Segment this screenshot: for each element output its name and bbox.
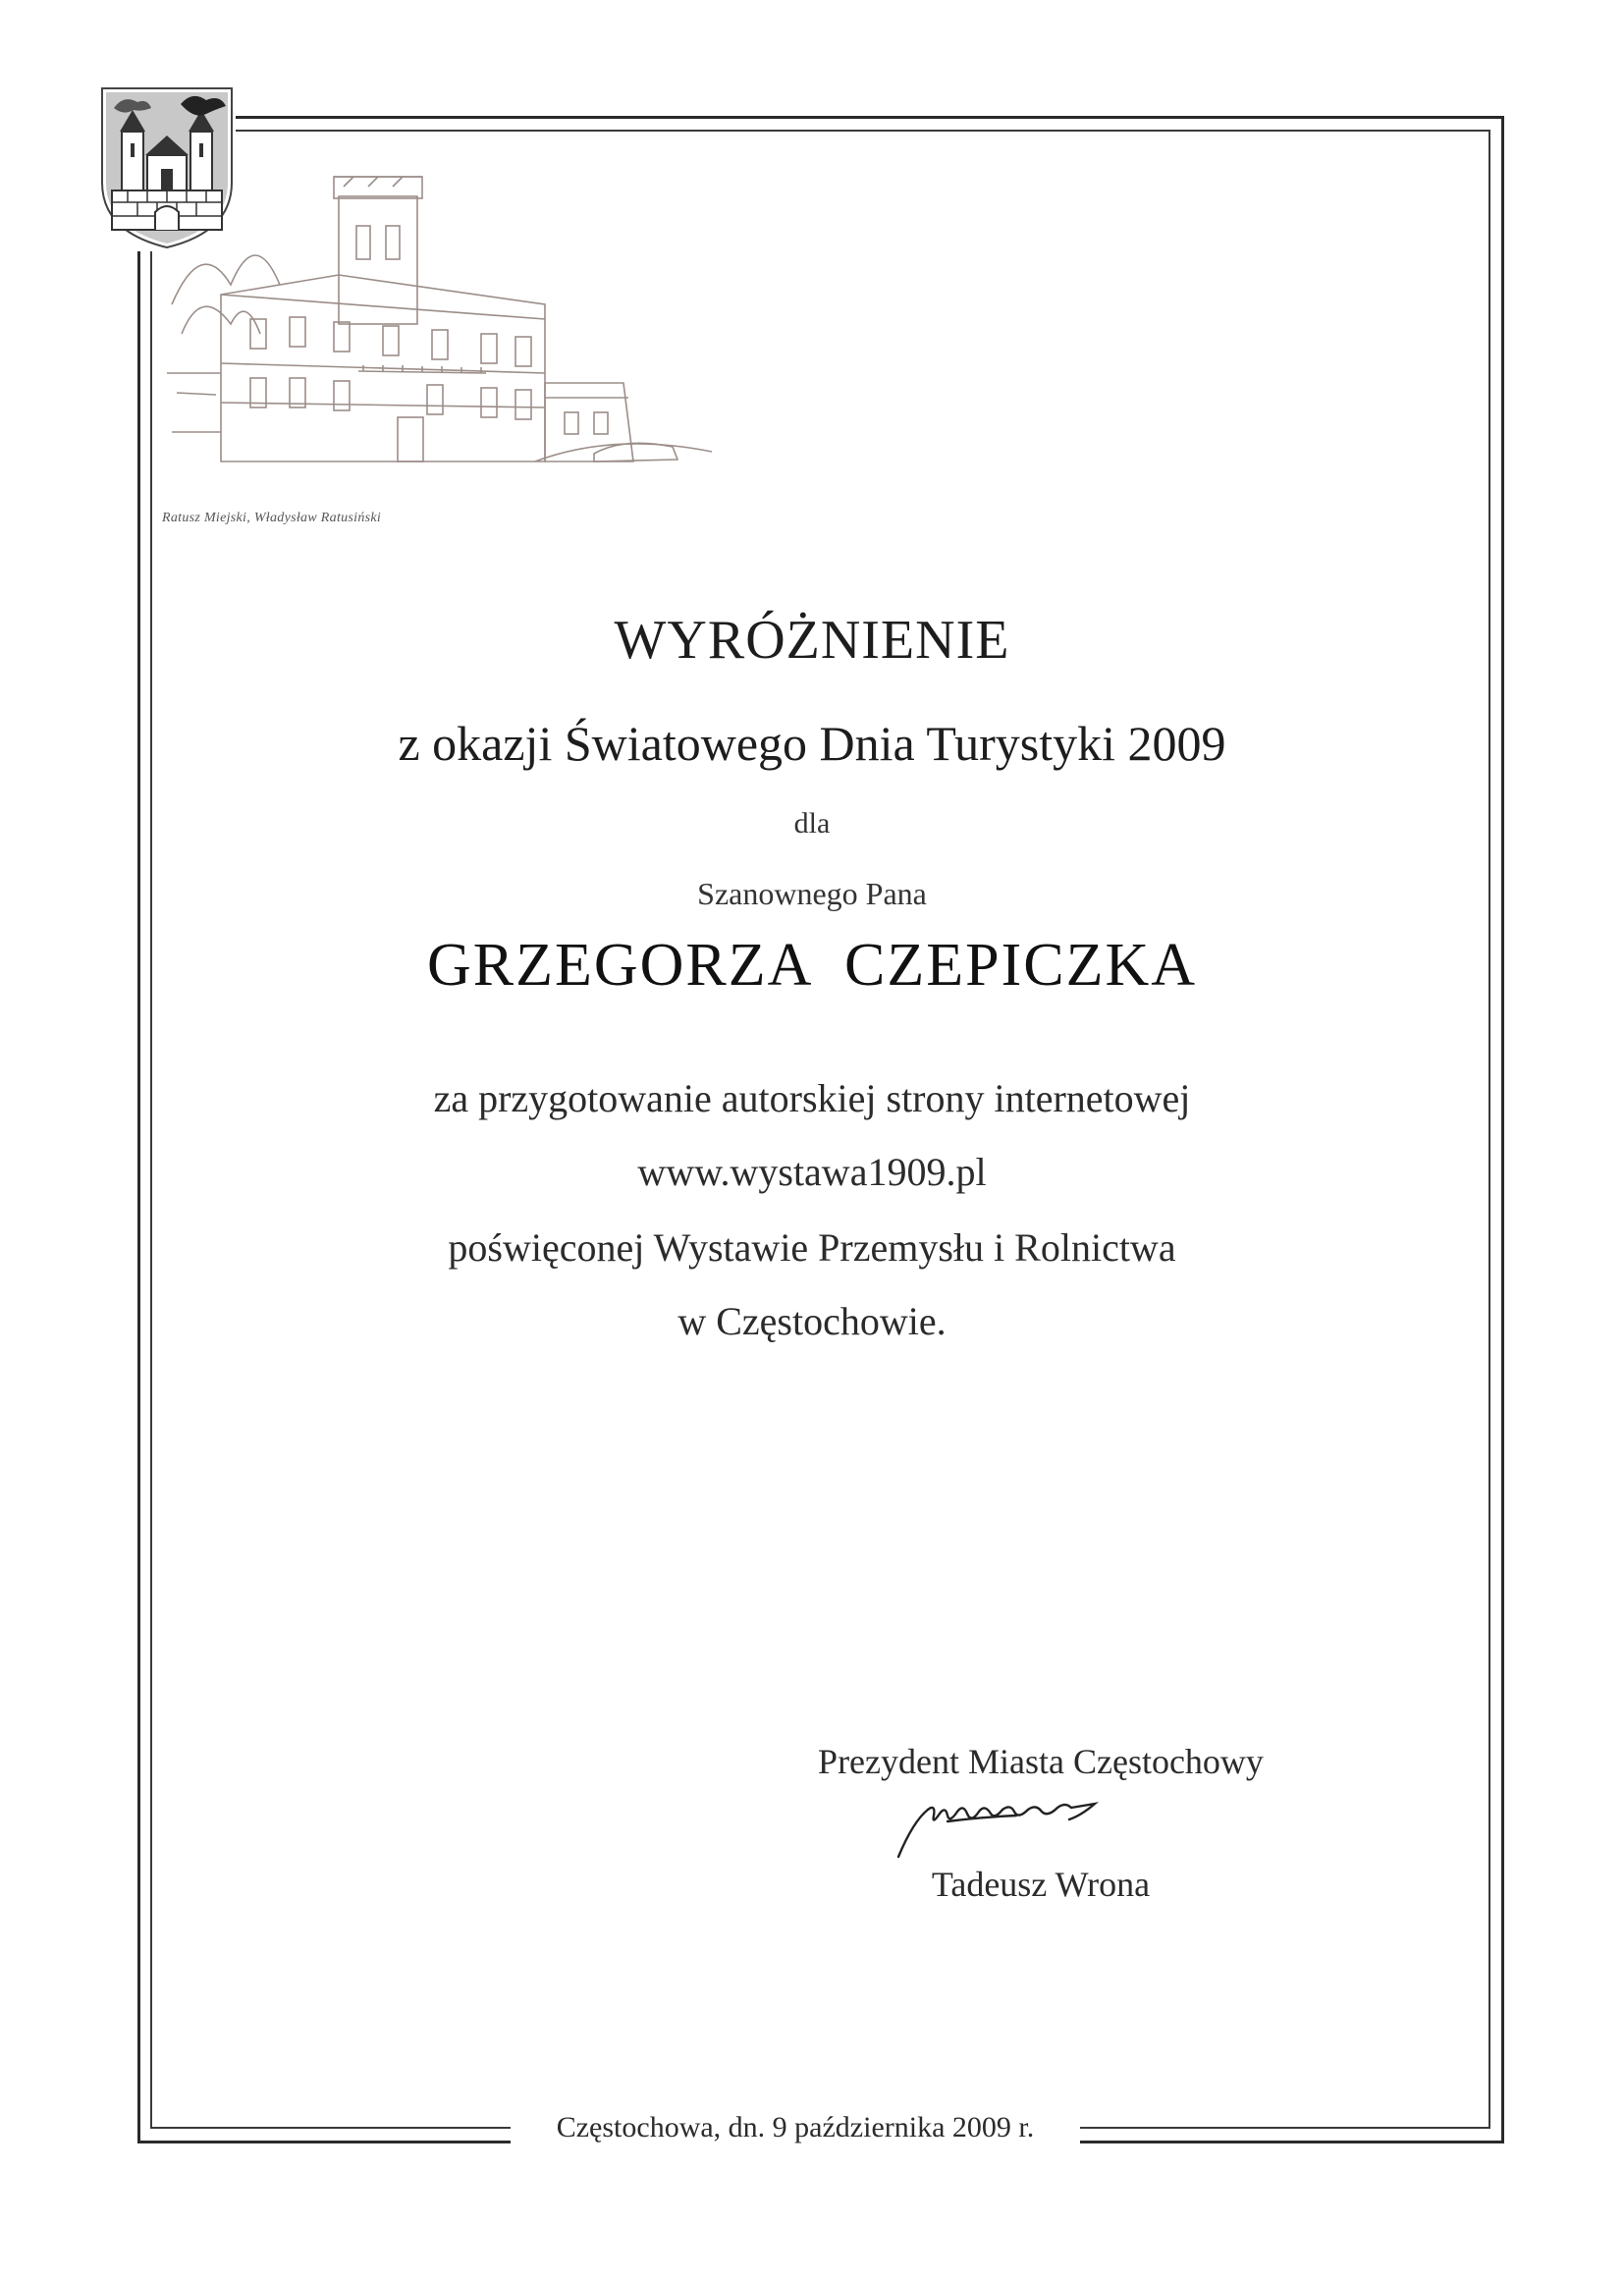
signatory-title: Prezydent Miasta Częstochowy	[818, 1742, 1264, 1781]
body-line-3: poświęconej Wystawie Przemysłu i Rolnictwa	[448, 1225, 1176, 1270]
sketch-caption: Ratusz Miejski, Władysław Ratusiński	[162, 511, 382, 525]
signatory-name: Tadeusz Wrona	[931, 1865, 1151, 1904]
salutation-line: Szanownego Pana	[697, 876, 927, 911]
body-line-2: www.wystawa1909.pl	[637, 1150, 987, 1194]
coat-of-arms-icon	[98, 84, 236, 251]
signature-icon	[889, 1782, 1164, 1861]
preposition-line: dla	[793, 807, 831, 840]
town-hall-sketch	[162, 137, 722, 481]
body-line-4: w Częstochowie.	[677, 1299, 947, 1343]
occasion-line: z okazji Światowego Dnia Turystyki 2009	[398, 716, 1226, 771]
recipient-name: GRZEGORZA CZEPICZKA	[427, 932, 1197, 999]
place-date: Częstochowa, dn. 9 października 2009 r.	[511, 2098, 1080, 2157]
certificate-title: WYRÓŻNIENIE	[614, 610, 1010, 671]
body-line-1: za przygotowanie autorskiej strony internetowej	[433, 1076, 1191, 1120]
